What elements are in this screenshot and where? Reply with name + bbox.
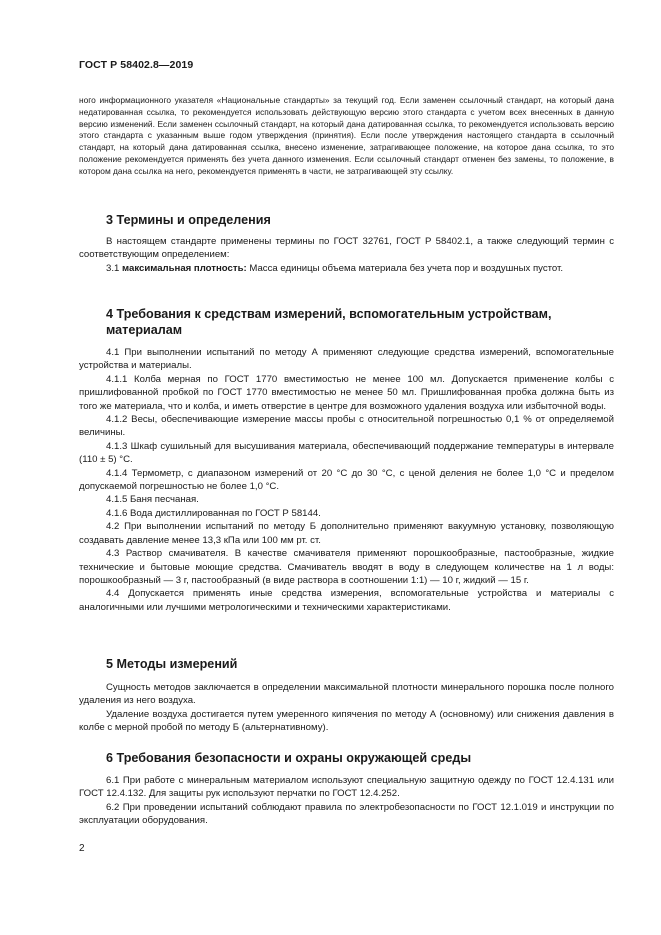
standard-id: ГОСТ Р 58402.8—2019 <box>79 59 194 71</box>
section-5-heading: 5 Методы измерений <box>106 657 238 671</box>
section-4-body <box>79 346 614 614</box>
section-3-heading: 3 Термины и определения <box>106 213 271 227</box>
section-3-body <box>79 235 614 275</box>
term-definition: Масса единицы объема материала без учета пор и воздушных пустот. <box>249 262 564 274</box>
para-4-1-4: 4.1.4 Термометр, с диапазоном измерений от 20 °С до 30 °С, с ценой деления не более 1,0 °С и пределом допускаемой погрешностью не более 1,0 °С. <box>79 467 614 493</box>
para-4-1-5: 4.1.5 Баня песчаная. <box>106 494 199 506</box>
page-number: 2 <box>79 843 85 854</box>
section-3-intro: В настоящем стандарте применены термины по ГОСТ 32761, ГОСТ Р 58402.1, а также следующий термин с соответствующим определением: <box>79 236 614 261</box>
term-3-1 <box>79 262 614 275</box>
term-number: 3.1 <box>106 262 120 274</box>
section-4-heading: 4 Требования к средствам измерений, вспомогательным устройствам, материалам <box>106 307 552 337</box>
para-4-2: 4.2 При выполнении испытаний по методу Б дополнительно применяют вакуумную установку, позволяющую создавать давление менее 13,3 кПа или 100 мм рт. ст. <box>79 521 614 546</box>
para-6-2: 6.2 При проведении испытаний соблюдают правила по электробезопасности по ГОСТ 12.1.019 и инструкции по эксплуатации оборудования. <box>79 801 614 827</box>
section-6-heading: 6 Требования безопасности и охраны окружающей среды <box>106 751 472 765</box>
term-name: максимальная плотность: <box>122 262 247 274</box>
para-4-1: 4.1 При выполнении испытаний по методу А применяют следующие средства измерений, вспомогательные устройства и материалы. <box>79 347 614 372</box>
para-4-1-3: 4.1.3 Шкаф сушильный для высушивания материала, обеспечивающий поддержание температуры в интервале (110 ± 5) °С. <box>79 440 614 466</box>
intro-note-block <box>79 95 614 178</box>
para-4-1-1: 4.1.1 Колба мерная по ГОСТ 1770 вместимостью не менее 100 мл. Допускается применение колбы с пришлифованной пробкой по ГОСТ 1770 вместимостью не менее 50 мл. Пришлифованная пробка должна быть из того же материала, что и колба, и иметь отверстие в центре для возможного удаления воздуха или избыточной воды. <box>79 373 614 412</box>
para-4-1-2: 4.1.2 Весы, обеспечивающие измерение массы пробы с относительной погрешностью 0,1 % от определяемой величины. <box>79 414 614 439</box>
para-4-3: 4.3 Раствор смачивателя. В качестве смачивателя применяют порошкообразные, пастообразные, жидкие технические и бытовые моющие средства. Смачиватель вводят в воду в следующем количестве на 1 л воды: порошкообразный — 3 г, пастообразный (в виде раствора в соотношении 1:1) — 10 г, жидкий — 15 г. <box>79 548 614 586</box>
section-5-heading-block <box>79 656 614 672</box>
section-5-body <box>79 681 614 735</box>
para-4-4: 4.4 Допускается применять иные средства измерения, вспомогательные устройства и материалы с аналогичными или лучшими метрологическими и техническими характеристиками. <box>79 588 614 613</box>
para-5-1: Сущность методов заключается в определении максимальной плотности минерального порошка после полного удаления из него воздуха. <box>79 682 614 707</box>
section-3-heading-block <box>79 212 614 228</box>
section-6-heading-block <box>79 750 614 766</box>
section-6-body <box>79 774 614 828</box>
para-5-2: Удаление воздуха достигается путем умеренного кипячения по методу А (основному) или снижения давления в колбе с мерной пробой по методу Б (альтернативному). <box>79 708 614 734</box>
para-4-1-6: 4.1.6 Вода дистиллированная по ГОСТ Р 58144. <box>106 507 321 519</box>
para-6-1: 6.1 При работе с минеральным материалом используют специальную защитную одежду по ГОСТ 12.4.131 или ГОСТ 12.4.132. Для защиты рук используют перчатки по ГОСТ 12.4.252. <box>79 775 614 800</box>
intro-note: ного информационного указателя «Национальные стандарты» за текущий год. Если заменен ссылочный стандарт, на который дана недатированная ссылка, то рекомендуется использовать действующую версию этого стандарта с учетом всех внесенных в данную версию изменений. Если заменен ссылочный стандарт, на который дана датированная ссылка, то рекомендуется использовать версию этого стандарта с указанным выше годом утверждения (принятия). Если после утверждения настоящего стандарта в ссылочный стандарт, на который дана датированная ссылка, внесено изменение, затрагивающее положение, на которое дана ссылка, то это положение рекомендуется применять без учета данного изменения. Если ссылочный стандарт отменен без замены, то положение, в котором дана ссылка на него, рекомендуется применять в части, не затрагивающей эту ссылку. <box>79 95 614 176</box>
section-4-heading-block <box>79 306 614 338</box>
